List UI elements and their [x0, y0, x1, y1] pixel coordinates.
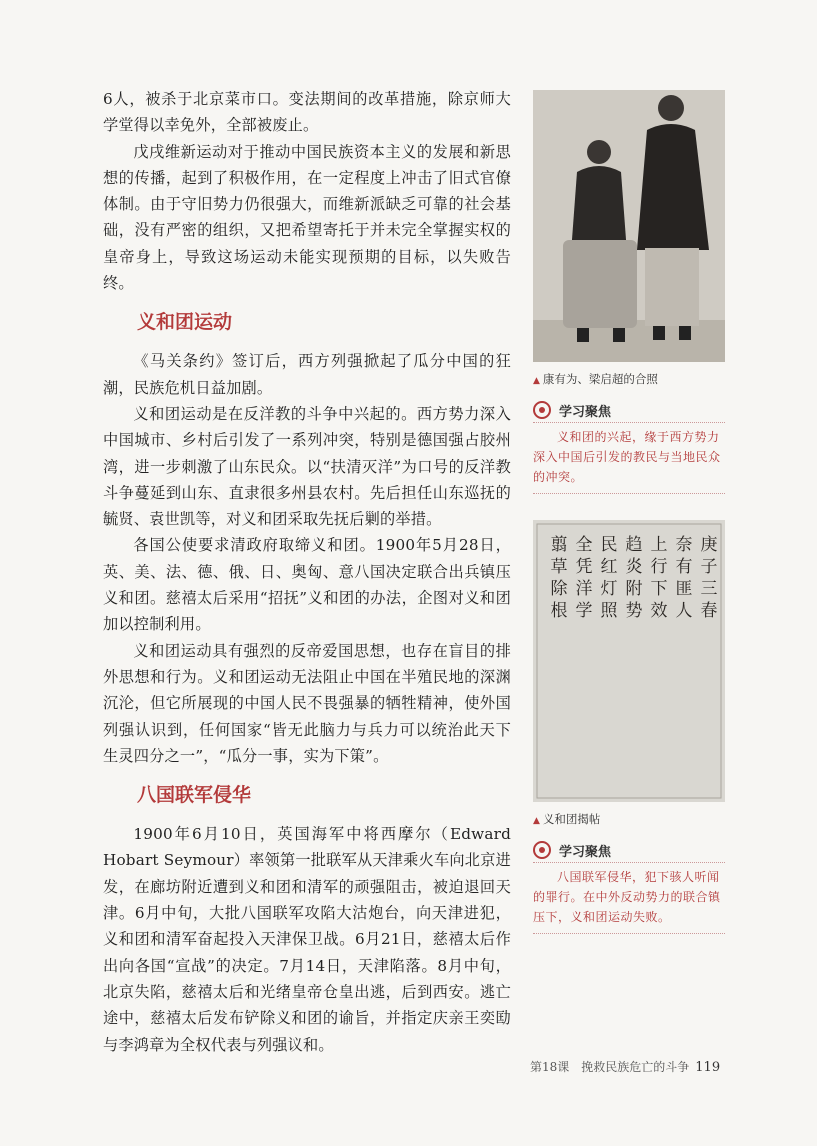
triangle-icon: ▲	[533, 816, 540, 826]
poster-caption	[533, 810, 725, 828]
poster-character: 翦	[550, 535, 568, 555]
poster-character: 凭	[575, 557, 593, 577]
poster-character: 上	[650, 535, 668, 555]
lesson-title: 第18课 挽救民族危亡的斗争	[530, 1060, 690, 1074]
section-heading-boxer-movement: 义和团运动	[137, 311, 233, 334]
paragraph-reform-evaluation: 戊戌维新运动对于推动中国民族资本主义的发展和新思想的传播，起到了积极作用，在一定程度上冲击了旧式官僚体制。由于守旧势力仍很强大，而维新派缺乏可靠的社会基础，没有严密的组织，又把希望寄托于并未完全掌握实权的皇帝身上，导致这场运动未能实现预期的目标，以失败告终。	[103, 142, 511, 293]
page-number: 119	[695, 1060, 721, 1075]
poster-character: 全	[575, 535, 593, 555]
learning-focus-title-2: 学习聚焦	[559, 844, 612, 860]
learning-focus-header-2	[533, 838, 725, 863]
poster-character: 子	[700, 557, 718, 577]
poster-illustration	[533, 520, 725, 802]
poster-character: 灯	[600, 579, 618, 599]
paragraph-treaty: 《马关条约》签订后，西方列强掀起了瓜分中国的狂潮，民族危机日益加剧。	[103, 352, 511, 397]
poster-character: 势	[625, 601, 643, 621]
page-footer	[530, 1058, 720, 1075]
focus-target-icon	[533, 841, 551, 859]
poster-character: 民	[600, 535, 618, 555]
sidebar	[533, 90, 725, 934]
poster-character: 奈	[675, 535, 693, 555]
poster-character: 下	[650, 579, 668, 599]
poster-character: 三	[700, 579, 718, 599]
main-text-column	[103, 86, 511, 1058]
paragraph-ministers: 各国公使要求清政府取缔义和团。1900年5月28日，英、美、法、德、俄、日、奥匈、意八国决定联合出兵镇压义和团。慈禧太后采用“招抚”义和团的办法，企图对义和团加以控制利用。	[103, 536, 511, 634]
poster-character: 庚	[700, 535, 718, 555]
photo-caption-text: 康有为、梁启超的合照	[542, 372, 658, 386]
paragraph-boxer-significance: 义和团运动具有强烈的反帝爱国思想，也存在盲目的排外思想和行为。义和团运动无法阻止中国在半殖民地的深渊沉沦，但它所展现的中国人民不畏强暴的牺牲精神，使外国列强认识到，任何国家“皆无此脑力与兵力可以统治此天下生灵四分之一”，“瓜分一事，实为下策”。	[103, 641, 511, 765]
poster-character: 照	[600, 601, 618, 621]
poster-character: 炎	[625, 557, 643, 577]
boxer-poster-image	[533, 520, 725, 802]
poster-character: 行	[650, 557, 668, 577]
paragraph-boxer-origin: 义和团运动是在反洋教的斗争中兴起的。西方势力深入中国城市、乡村后引发了一系列冲突，特别是德国强占胶州湾，进一步刺激了山东民众。以“扶清灭洋”为口号的反洋教斗争蔓延到山东、直隶很多州县农村。先后担任山东巡抚的毓贤、袁世凯等，对义和团采取先抚后剿的举措。	[103, 404, 511, 529]
poster-character: 学	[575, 601, 593, 621]
poster-character: 趋	[625, 535, 643, 555]
poster-caption-text: 义和团揭帖	[542, 812, 601, 826]
poster-character: 匪	[675, 579, 693, 599]
portrait-illustration	[533, 90, 725, 362]
poster-character: 红	[600, 557, 618, 577]
poster-character: 人	[675, 601, 693, 621]
poster-character: 效	[650, 601, 668, 621]
learning-focus-header	[533, 398, 725, 423]
section-heading-eight-nation: 八国联军侵华	[137, 784, 252, 807]
photo-caption	[533, 370, 725, 388]
poster-character: 草	[550, 557, 568, 577]
paragraph-reform-abolished: 6人，被杀于北京菜市口。变法期间的改革措施，除京师大学堂得以幸免外，全部被废止。	[103, 90, 511, 135]
learning-focus-text-2: 八国联军侵华，犯下骇人听闻的罪行。在中外反动势力的联合镇压下，义和团运动失败。	[533, 867, 725, 934]
poster-character: 有	[675, 557, 693, 577]
poster-character: 除	[550, 579, 568, 599]
poster-character: 洋	[575, 579, 593, 599]
learning-focus-title: 学习聚焦	[559, 404, 612, 420]
learning-focus-text: 义和团的兴起，缘于西方势力深入中国后引发的教民与当地民众的冲突。	[533, 427, 725, 494]
poster-character: 附	[625, 579, 643, 599]
poster-character: 根	[550, 601, 568, 621]
triangle-icon: ▲	[533, 376, 540, 386]
paragraph-eight-nation-invasion: 1900年6月10日，英国海军中将西摩尔（Edward Hobart Seymour）率领第一批联军从天津乘火车向北京进发，在廊坊附近遭到义和团和清军的顽强阻击，被迫退回天津。6月中旬，大批八国联军攻陷大沽炮台，向天津进犯，义和团和清军奋起投入天津保卫战。6月21日，慈禧太后作出向各国“宣战”的决定。7月14日，天津陷落。8月中旬，北京失陷，慈禧太后和光绪皇帝仓皇出逃，后到西安。逃亡途中，慈禧太后发布铲除义和团的谕旨，并指定庆亲王奕劻与李鸿章为全权代表与列强议和。	[103, 825, 511, 1054]
poster-character: 春	[700, 601, 718, 621]
historical-photo	[533, 90, 725, 362]
focus-target-icon	[533, 401, 551, 419]
